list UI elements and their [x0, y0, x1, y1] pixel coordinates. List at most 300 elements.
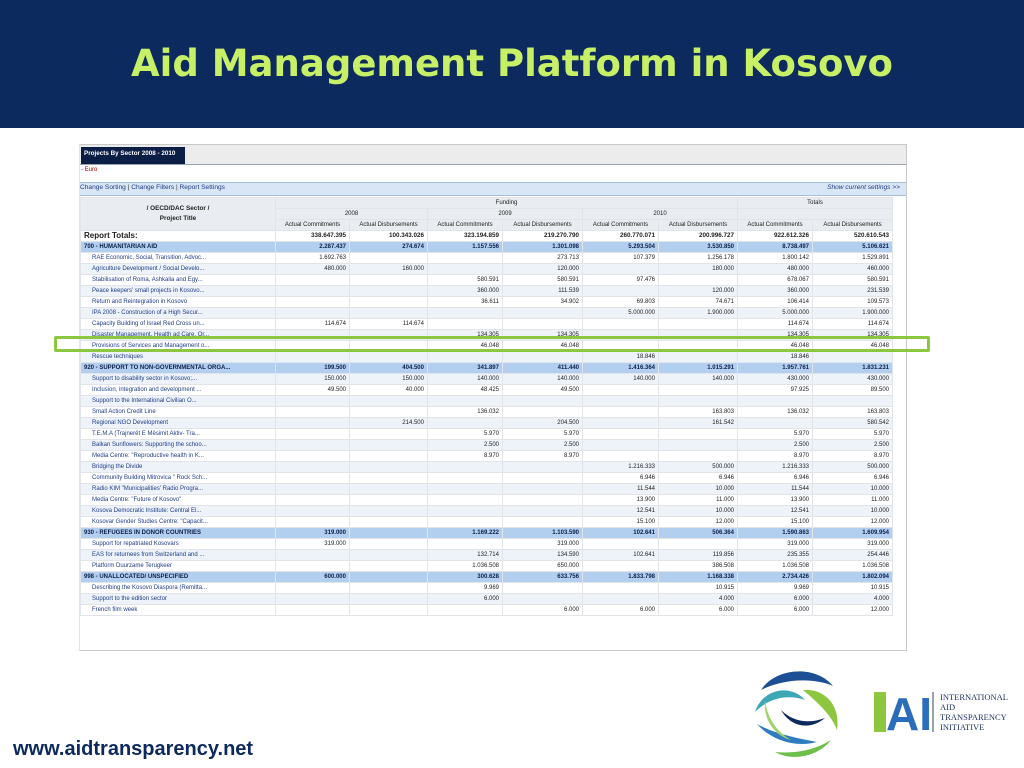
project-title[interactable]: Describing the Kosovo Diaspora (Remitta... [81, 583, 276, 594]
project-title[interactable]: Support for repatriated Kosovars [81, 539, 276, 550]
value-cell [350, 308, 428, 319]
value-cell: 2.500 [503, 440, 583, 451]
value-cell [428, 352, 503, 363]
value-cell: 199.500 [276, 363, 350, 374]
value-cell: 46.048 [428, 341, 503, 352]
highlight-box [54, 336, 930, 352]
value-cell: 3.530.850 [659, 242, 738, 253]
value-cell [276, 297, 350, 308]
value-cell: 1.900.000 [813, 308, 893, 319]
project-row[interactable] [81, 253, 893, 264]
value-cell: 46.048 [813, 341, 893, 352]
project-title[interactable]: Platform Duurzame Terugkeer [81, 561, 276, 572]
change-sorting-link[interactable]: Change Sorting [80, 184, 126, 191]
project-title[interactable]: Return and Reintegration in Kosovo [81, 297, 276, 308]
col-actual-disbursements[interactable]: Actual Disbursements [659, 220, 738, 231]
ati-logo [872, 686, 1017, 738]
value-cell: 140.000 [503, 374, 583, 385]
value-cell [276, 462, 350, 473]
value-cell: 1.216.333 [583, 462, 659, 473]
total-cell: 338.647.395 [276, 231, 350, 242]
project-title[interactable]: Capacity Building of Israel Red Cross un... [81, 319, 276, 330]
project-row[interactable] [81, 594, 893, 605]
project-title[interactable]: Regional NGO Development [81, 418, 276, 429]
value-cell [503, 308, 583, 319]
project-title[interactable]: Agriculture Development / Social Develo... [81, 264, 276, 275]
total-cell: 100.343.026 [350, 231, 428, 242]
total-cell: 922.612.326 [738, 231, 813, 242]
action-separator: | [175, 184, 178, 191]
sector-group-row[interactable] [81, 528, 893, 539]
value-cell: 11.000 [813, 495, 893, 506]
value-cell: 1.692.763 [276, 253, 350, 264]
value-cell: 46.048 [503, 341, 583, 352]
value-cell: 114.674 [350, 319, 428, 330]
value-cell: 74.671 [659, 297, 738, 308]
value-cell: 10.915 [813, 583, 893, 594]
value-cell: 11.544 [583, 484, 659, 495]
value-cell: 2.500 [428, 440, 503, 451]
value-cell [350, 594, 428, 605]
sector-header-line2: Project Title [159, 215, 197, 222]
value-cell [659, 539, 738, 550]
value-cell [659, 440, 738, 451]
value-cell: 360.000 [738, 286, 813, 297]
project-title[interactable]: Support to the edition sector [81, 594, 276, 605]
value-cell [350, 517, 428, 528]
value-cell: 36.611 [428, 297, 503, 308]
value-cell: 18.846 [583, 352, 659, 363]
value-cell [350, 605, 428, 616]
value-cell: 1.416.364 [583, 363, 659, 374]
value-cell: 119.856 [659, 550, 738, 561]
value-cell: 5.000.000 [583, 308, 659, 319]
value-cell [276, 605, 350, 616]
project-title[interactable]: IPA 2008 - Construction of a High Secur... [81, 308, 276, 319]
col-actual-disbursements[interactable]: Actual Disbursements [813, 220, 893, 231]
value-cell: 678.067 [738, 275, 813, 286]
value-cell: 34.902 [503, 297, 583, 308]
project-row[interactable] [81, 396, 893, 407]
value-cell: 120.000 [659, 286, 738, 297]
sector-name[interactable]: 998 - UNALLOCATED/ UNSPECIFIED [81, 572, 276, 583]
total-cell: 323.194.859 [428, 231, 503, 242]
value-cell: 8.970 [738, 451, 813, 462]
value-cell [659, 319, 738, 330]
value-cell [276, 352, 350, 363]
value-cell [276, 286, 350, 297]
report-actions [80, 184, 225, 191]
value-cell: 160.000 [350, 264, 428, 275]
value-cell [583, 396, 659, 407]
value-cell: 500.000 [659, 462, 738, 473]
project-title[interactable]: Peace keepers' small projects in Kosovo... [81, 286, 276, 297]
value-cell: 2.287.437 [276, 242, 350, 253]
value-cell [583, 440, 659, 451]
ati-logo-text-4: INITIATIVE [940, 722, 985, 732]
value-cell: 8.970 [428, 451, 503, 462]
value-cell: 9.969 [738, 583, 813, 594]
value-cell: 1.831.231 [813, 363, 893, 374]
value-cell: 114.674 [276, 319, 350, 330]
project-row[interactable] [81, 418, 893, 429]
project-title[interactable]: Balkan Sunflowers: Supporting the schoo... [81, 440, 276, 451]
value-cell [350, 495, 428, 506]
value-cell: 274.674 [350, 242, 428, 253]
project-row[interactable] [81, 275, 893, 286]
project-row[interactable] [81, 319, 893, 330]
value-cell: 134.305 [503, 330, 583, 341]
value-cell [503, 462, 583, 473]
value-cell: 8.970 [813, 451, 893, 462]
project-row[interactable] [81, 308, 893, 319]
project-title[interactable]: Radio KIM "Municipalities' Radio Progra... [81, 484, 276, 495]
project-title[interactable]: Stabilisation of Roma, Ashkalia and Egy... [81, 275, 276, 286]
value-cell: 163.803 [813, 407, 893, 418]
ati-logo-letters: AI [886, 688, 932, 738]
value-cell: 114.674 [738, 319, 813, 330]
tab-bar [80, 145, 906, 165]
value-cell: 120.000 [503, 264, 583, 275]
value-cell: 5.970 [503, 429, 583, 440]
value-cell: 6.000 [503, 605, 583, 616]
value-cell: 1.103.590 [503, 528, 583, 539]
project-row[interactable] [81, 605, 893, 616]
project-row[interactable] [81, 429, 893, 440]
value-cell [503, 583, 583, 594]
value-cell: 600.000 [276, 572, 350, 583]
value-cell: 89.500 [813, 385, 893, 396]
value-cell [659, 385, 738, 396]
project-row[interactable] [81, 385, 893, 396]
currency-unit: - Euro [81, 167, 98, 173]
change-filters-link[interactable]: Change Filters [131, 184, 175, 191]
value-cell: 10.000 [659, 506, 738, 517]
project-row[interactable] [81, 451, 893, 462]
value-cell: 2.500 [813, 440, 893, 451]
value-cell: 1.301.098 [503, 242, 583, 253]
value-cell: 69.803 [583, 297, 659, 308]
action-separator: | [127, 184, 130, 191]
year-header-2008: 2008 [276, 209, 428, 220]
value-cell: 1.590.863 [738, 528, 813, 539]
report-settings-link[interactable]: Report Settings [179, 184, 225, 191]
col-actual-disbursements[interactable]: Actual Disbursements [503, 220, 583, 231]
value-cell: 2.734.426 [738, 572, 813, 583]
report-action-bar [80, 182, 906, 196]
project-title[interactable]: Inclusion, integration and development ... [81, 385, 276, 396]
value-cell [583, 385, 659, 396]
value-cell [350, 473, 428, 484]
project-title[interactable]: Kosovar Gender Studies Centre: "Capacit... [81, 517, 276, 528]
value-cell: 386.508 [659, 561, 738, 572]
value-cell: 430.000 [813, 374, 893, 385]
value-cell: 5.970 [813, 429, 893, 440]
value-cell: 15.100 [738, 517, 813, 528]
value-cell [350, 462, 428, 473]
value-cell: 140.000 [428, 374, 503, 385]
project-row[interactable] [81, 506, 893, 517]
value-cell [276, 418, 350, 429]
value-cell [583, 286, 659, 297]
value-cell [583, 539, 659, 550]
value-cell [503, 495, 583, 506]
value-cell: 134.305 [428, 330, 503, 341]
value-cell: 102.641 [583, 550, 659, 561]
value-cell [350, 550, 428, 561]
value-cell: 180.000 [659, 264, 738, 275]
show-current-settings-link[interactable]: Show current settings >> [827, 184, 900, 191]
col-actual-commitments[interactable]: Actual Commitments [428, 220, 503, 231]
value-cell [276, 396, 350, 407]
value-cell [583, 418, 659, 429]
project-row[interactable] [81, 374, 893, 385]
project-row[interactable] [81, 495, 893, 506]
value-cell: 4.000 [659, 594, 738, 605]
project-title[interactable]: Rescue techniques [81, 352, 276, 363]
value-cell: 1.529.891 [813, 253, 893, 264]
total-cell: 260.770.071 [583, 231, 659, 242]
value-cell: 134.590 [503, 550, 583, 561]
project-row[interactable] [81, 286, 893, 297]
project-title[interactable]: French film week [81, 605, 276, 616]
value-cell: 254.446 [813, 550, 893, 561]
value-cell: 480.000 [738, 264, 813, 275]
value-cell [276, 308, 350, 319]
value-cell [350, 253, 428, 264]
value-cell: 5.970 [428, 429, 503, 440]
value-cell: 134.305 [813, 330, 893, 341]
col-actual-commitments[interactable]: Actual Commitments [276, 220, 350, 231]
value-cell: 11.544 [738, 484, 813, 495]
value-cell [276, 429, 350, 440]
value-cell: 1.609.954 [813, 528, 893, 539]
value-cell: 6.946 [738, 473, 813, 484]
header-row-funding [81, 198, 893, 209]
value-cell [350, 275, 428, 286]
value-cell: 430.000 [738, 374, 813, 385]
value-cell [659, 352, 738, 363]
value-cell [583, 429, 659, 440]
tab-projects-by-sector[interactable]: Projects By Sector 2008 - 2010 [81, 147, 185, 164]
value-cell [428, 506, 503, 517]
report-totals-label: Report Totals: [81, 231, 276, 242]
value-cell: 411.440 [503, 363, 583, 374]
value-cell [276, 484, 350, 495]
value-cell [428, 396, 503, 407]
value-cell: 8.738.497 [738, 242, 813, 253]
value-cell: 300.628 [428, 572, 503, 583]
value-cell [583, 319, 659, 330]
value-cell [428, 264, 503, 275]
value-cell: 150.000 [276, 374, 350, 385]
total-cell: 520.610.543 [813, 231, 893, 242]
value-cell [350, 484, 428, 495]
value-cell [583, 561, 659, 572]
value-cell [503, 396, 583, 407]
value-cell [276, 495, 350, 506]
project-row[interactable] [81, 583, 893, 594]
project-title[interactable]: Media Centre: "Reproductive health in K... [81, 451, 276, 462]
value-cell [276, 407, 350, 418]
value-cell [428, 517, 503, 528]
value-cell: 10.915 [659, 583, 738, 594]
project-row[interactable] [81, 264, 893, 275]
report-table [80, 197, 893, 616]
value-cell [350, 528, 428, 539]
value-cell [428, 605, 503, 616]
value-cell: 6.946 [813, 473, 893, 484]
value-cell: 10.000 [659, 484, 738, 495]
project-title[interactable]: Support to disability sector in Kosovo;... [81, 374, 276, 385]
value-cell [583, 594, 659, 605]
value-cell: 235.355 [738, 550, 813, 561]
value-cell: 106.414 [738, 297, 813, 308]
project-title[interactable]: EAS for returnees from Switzerland and ... [81, 550, 276, 561]
value-cell: 102.641 [583, 528, 659, 539]
sector-header[interactable] [81, 198, 276, 231]
value-cell: 1.900.000 [659, 308, 738, 319]
value-cell [350, 297, 428, 308]
value-cell: 204.500 [503, 418, 583, 429]
value-cell: 633.756 [503, 572, 583, 583]
year-header-2010: 2010 [583, 209, 738, 220]
value-cell: 1.256.178 [659, 253, 738, 264]
value-cell: 2.500 [738, 440, 813, 451]
value-cell: 6.946 [659, 473, 738, 484]
sector-group-row[interactable] [81, 572, 893, 583]
value-cell: 49.500 [503, 385, 583, 396]
report-screenshot [79, 144, 907, 651]
value-cell: 12.000 [813, 605, 893, 616]
ati-logo-text-3: TRANSPARENCY [940, 712, 1007, 722]
col-actual-disbursements[interactable]: Actual Disbursements [350, 220, 428, 231]
sector-name[interactable]: 700 - HUMANITARIAN AID [81, 242, 276, 253]
value-cell: 13.900 [738, 495, 813, 506]
value-cell: 10.000 [813, 506, 893, 517]
value-cell: 319.000 [738, 539, 813, 550]
value-cell [659, 396, 738, 407]
value-cell: 10.000 [813, 484, 893, 495]
project-row[interactable] [81, 550, 893, 561]
value-cell [276, 561, 350, 572]
project-row[interactable] [81, 440, 893, 451]
sector-group-row[interactable] [81, 363, 893, 374]
value-cell: 650.000 [503, 561, 583, 572]
funding-header: Funding [276, 198, 738, 209]
value-cell [503, 407, 583, 418]
ati-logo-text-1: INTERNATIONAL [940, 692, 1008, 702]
value-cell: 4.000 [813, 594, 893, 605]
project-row[interactable] [81, 561, 893, 572]
sector-name[interactable]: 930 - REFUGEES IN DONOR COUNTRIES [81, 528, 276, 539]
total-cell: 200.996.727 [659, 231, 738, 242]
value-cell: 1.216.333 [738, 462, 813, 473]
value-cell: 319.000 [503, 539, 583, 550]
value-cell [503, 352, 583, 363]
website-url[interactable]: www.aidtransparency.net [13, 738, 254, 760]
project-title[interactable]: Small Action Credit Line [81, 407, 276, 418]
value-cell [350, 506, 428, 517]
project-row[interactable] [81, 539, 893, 550]
project-title[interactable]: Bridging the Divide [81, 462, 276, 473]
project-row[interactable] [81, 517, 893, 528]
project-row[interactable] [81, 484, 893, 495]
value-cell: 161.542 [659, 418, 738, 429]
project-title[interactable]: T.E.M.A (Trajnerët E Mësimit Aktiv- Tra... [81, 429, 276, 440]
project-title[interactable]: Support to the International Civilian O... [81, 396, 276, 407]
value-cell: 150.000 [350, 374, 428, 385]
value-cell [428, 462, 503, 473]
value-cell: 1.168.338 [659, 572, 738, 583]
value-cell: 1.036.508 [428, 561, 503, 572]
project-title[interactable]: Community Building Mitrovica " Rock Sch... [81, 473, 276, 484]
project-row[interactable] [81, 352, 893, 363]
value-cell [813, 396, 893, 407]
sector-header-line1: / OECD/DAC Sector / [146, 205, 210, 212]
value-cell: 5.106.621 [813, 242, 893, 253]
value-cell: 136.032 [428, 407, 503, 418]
value-cell: 1.036.508 [813, 561, 893, 572]
report-totals-row [81, 231, 893, 242]
value-cell: 40.000 [350, 385, 428, 396]
value-cell [276, 517, 350, 528]
project-title[interactable]: Kosova Democratic Institute: Central El... [81, 506, 276, 517]
value-cell: 6.000 [738, 605, 813, 616]
value-cell: 6.946 [583, 473, 659, 484]
project-row[interactable] [81, 297, 893, 308]
value-cell: 5.000.000 [738, 308, 813, 319]
value-cell [428, 539, 503, 550]
col-actual-commitments[interactable]: Actual Commitments [583, 220, 659, 231]
value-cell: 580.591 [813, 275, 893, 286]
project-row[interactable] [81, 407, 893, 418]
value-cell [428, 418, 503, 429]
project-row[interactable] [81, 473, 893, 484]
project-title[interactable]: Provisions of Services and Management o... [81, 341, 276, 352]
iati-globe-logo [745, 660, 847, 765]
value-cell: 231.539 [813, 286, 893, 297]
value-cell [350, 451, 428, 462]
value-cell [503, 319, 583, 330]
value-cell: 11.000 [659, 495, 738, 506]
project-row[interactable] [81, 462, 893, 473]
project-title[interactable]: Media Centre: "Future of Kosovo" [81, 495, 276, 506]
value-cell: 580.542 [813, 418, 893, 429]
value-cell: 1.957.761 [738, 363, 813, 374]
value-cell [583, 407, 659, 418]
value-cell: 480.000 [276, 264, 350, 275]
value-cell: 319.000 [276, 528, 350, 539]
value-cell: 111.539 [503, 286, 583, 297]
value-cell: 8.970 [503, 451, 583, 462]
value-cell: 12.541 [738, 506, 813, 517]
value-cell: 6.000 [659, 605, 738, 616]
sector-name[interactable]: 920 - SUPPORT TO NON-GOVERNMENTAL ORGA... [81, 363, 276, 374]
value-cell: 506.364 [659, 528, 738, 539]
value-cell [276, 583, 350, 594]
total-cell: 219.270.790 [503, 231, 583, 242]
value-cell: 18.846 [738, 352, 813, 363]
value-cell: 140.000 [583, 374, 659, 385]
value-cell [350, 539, 428, 550]
sector-group-row[interactable] [81, 242, 893, 253]
project-title[interactable]: Disaster Management, Health ad Care, Or... [81, 330, 276, 341]
slide-title: Aid Management Platform in Kosovo [131, 42, 893, 85]
project-title[interactable]: RAE Economic, Social, Transition, Advoc... [81, 253, 276, 264]
value-cell: 15.100 [583, 517, 659, 528]
col-actual-commitments[interactable]: Actual Commitments [738, 220, 813, 231]
